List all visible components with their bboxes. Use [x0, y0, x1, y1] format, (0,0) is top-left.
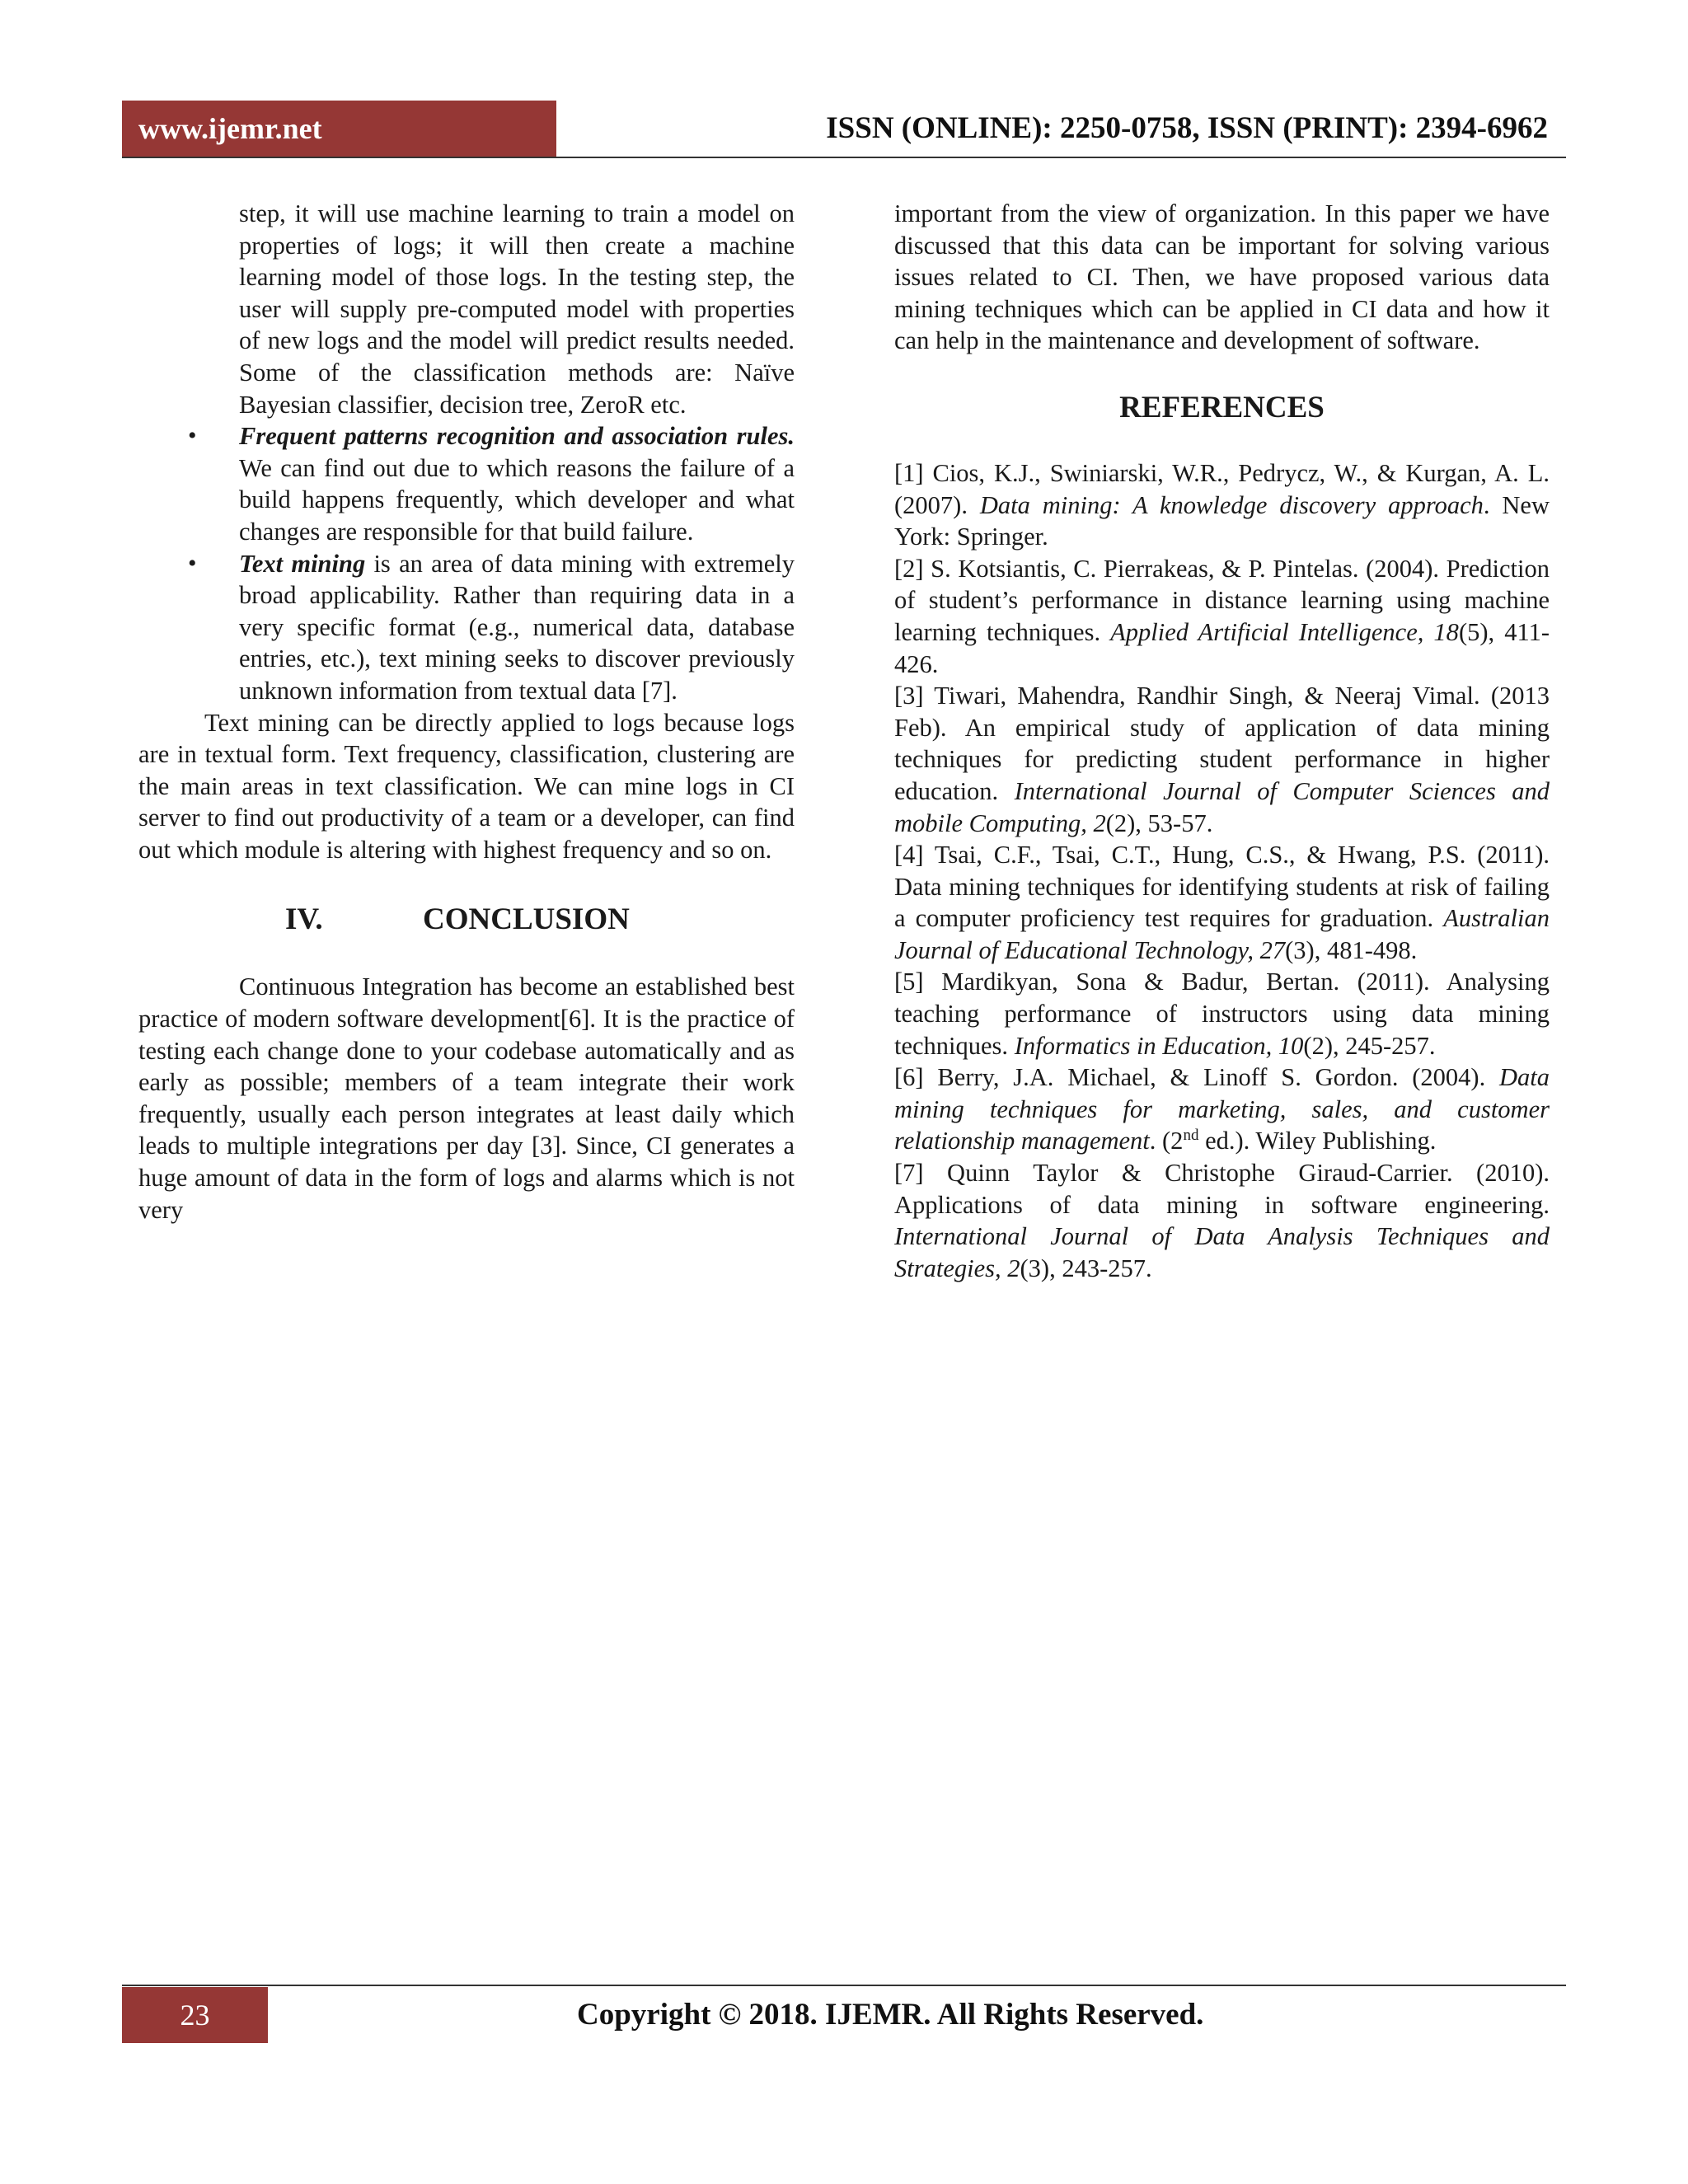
- reference-item: [6] Berry, J.A. Michael, & Linoff S. Gordon. (2004). Data mining techniques for marketing, sales, and customer relationship management. (2nd ed.). Wiley Publishing.: [894, 1063, 1550, 1155]
- section-title: CONCLUSION: [423, 902, 630, 937]
- header-divider: [122, 157, 1566, 158]
- copyright: Copyright © 2018. IJEMR. All Rights Reserved.: [577, 1998, 1204, 2032]
- reference-item: [4] Tsai, C.F., Tsai, C.T., Hung, C.S., & Hwang, P.S. (2011). Data mining techniques for identifying students at risk of failing a computer proficiency test requires for graduation. Australian Journal of Educational Technology, 27(3), 481-498.: [894, 841, 1550, 964]
- bullet-text: We can find out due to which reasons the failure of a build happens frequently, which developer and what changes are responsible for that build failure.: [239, 453, 795, 546]
- section-heading: [138, 902, 795, 938]
- conclusion-paragraph: Continuous Integration has become an established best practice of modern software development[6]. It is the practice of testing each change done to your codebase automatically and as early as possible; members of a team integrate their work frequently, usually each person integrates at least daily which leads to multiple integrations per day [3]. Since, CI generates a huge amount of data in the form of logs and alarms which is not very: [138, 972, 795, 1224]
- bullet-term: Text mining: [239, 549, 366, 578]
- conclusion-continued: important from the view of organization. In this paper we have discussed that this data can be important for solving various issues related to CI. Then, we have proposed various data mining techniques which can be applied in CI data and how it can help in the maintenance and development of software.: [894, 199, 1550, 355]
- classification-continued: step, it will use machine learning to train a model on properties of logs; it will then create a machine learning model of those logs. In the testing step, the user will supply pre-computed model with properties of new logs and the model will predict results needed. Some of the classification methods are: Naïve Bayesian classifier, decision tree, ZeroR etc.: [239, 199, 795, 419]
- reference-item: [7] Quinn Taylor & Christophe Giraud-Carrier. (2010). Applications of data mining in software engineering. International Journal of Data Analysis Techniques and Strategies, 2(3), 243-257.: [894, 1159, 1550, 1282]
- right-column: [894, 198, 1550, 1284]
- left-column: [138, 198, 795, 1226]
- journal-issn: ISSN (ONLINE): 2250-0758, ISSN (PRINT): 2394-6962: [826, 111, 1548, 145]
- reference-item: [3] Tiwari, Mahendra, Randhir Singh, & Neeraj Vimal. (2013 Feb). An empirical study of application of data mining techniques for predicting student performance in higher education. International Journal of Computer Sciences and mobile Computing, 2(2), 53-57.: [894, 682, 1550, 837]
- references-heading: REFERENCES: [1119, 390, 1325, 424]
- bullet-term: Frequent patterns recognition and association rules.: [239, 422, 795, 451]
- page-number: 23: [180, 1999, 210, 2032]
- text-mining-paragraph: Text mining can be directly applied to logs because logs are in textual form. Text frequency, classification, clustering are the main areas in text classification. We can mine logs in CI server to find out productivity of a team or a developer, can find out which module is altering with highest frequency and so on.: [138, 708, 795, 864]
- bullet-item: [138, 420, 795, 547]
- bullet-item: [138, 548, 795, 707]
- journal-site: www.ijemr.net: [138, 112, 322, 145]
- bullet-text: is an area of data mining with extremely broad applicability. Rather than requiring data in a very specific format (e.g., numerical data, database entries, etc.), text mining seeks to discover previously unknown information from textual data [7].: [239, 549, 795, 705]
- reference-item: [2] S. Kotsiantis, C. Pierrakeas, & P. Pintelas. (2004). Prediction of student’s performance in distance learning using machine learning techniques. Applied Artificial Intelligence, 18(5), 411-426.: [894, 554, 1550, 678]
- reference-item: [1] Cios, K.J., Swiniarski, W.R., Pedrycz, W., & Kurgan, A. L. (2007). Data mining: A knowledge discovery approach. New York: Springer.: [894, 458, 1550, 551]
- reference-item: [5] Mardikyan, Sona & Badur, Bertan. (2011). Analysing teaching performance of instructors using data mining techniques. Informatics in Education, 10(2), 245-257.: [894, 968, 1550, 1060]
- section-number: IV.: [285, 902, 323, 937]
- bullet-list: [138, 420, 795, 706]
- reference-list: [894, 457, 1550, 1284]
- footer-divider: [122, 1985, 1566, 1986]
